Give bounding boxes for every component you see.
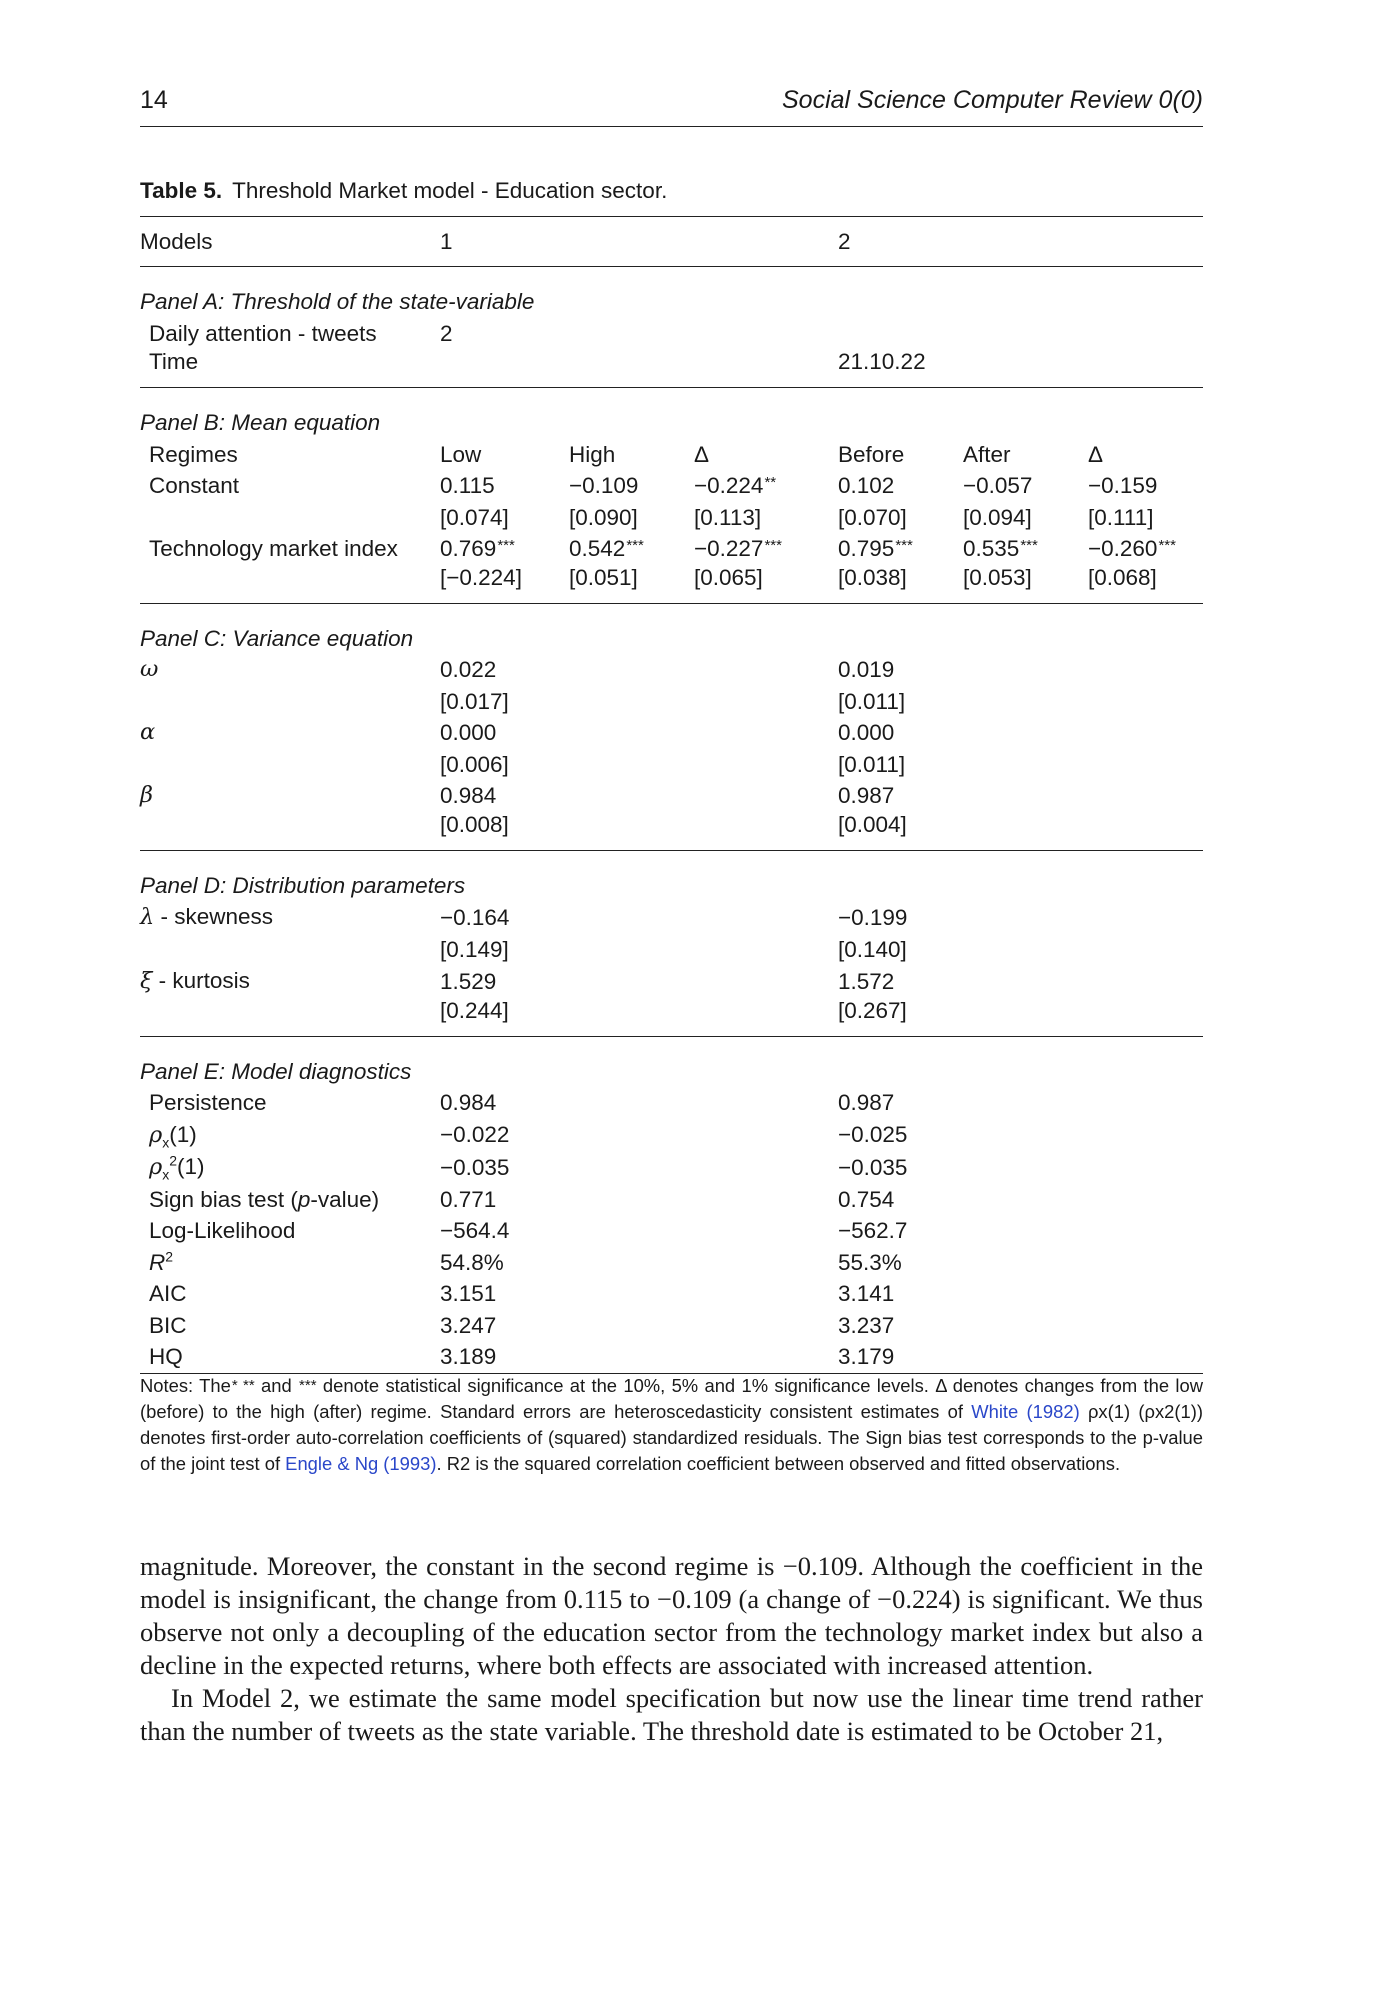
row-label: Daily attention - tweets <box>149 320 377 346</box>
panel-b-title: Panel B: Mean equation <box>140 410 381 435</box>
table-row <box>140 1119 1203 1152</box>
cell: [0.038] <box>838 565 963 604</box>
cell: [0.149] <box>440 936 509 962</box>
cell: [0.011] <box>838 751 906 777</box>
row-label-skewness: λ - skewness <box>140 904 274 930</box>
cell: −0.159 <box>1088 473 1158 498</box>
cell: Δ <box>694 441 710 467</box>
cell: Low <box>440 441 482 467</box>
cell: 1.572 <box>838 968 895 994</box>
cell: [−0.224] <box>440 565 569 604</box>
row-label-sign-bias: Sign bias test (p-value) <box>149 1186 380 1212</box>
panel-e-title: Panel E: Model diagnostics <box>140 1058 412 1084</box>
cell: [0.006] <box>440 751 509 777</box>
table-5 <box>140 178 1203 1374</box>
running-head <box>140 86 1203 126</box>
cell: 0.984 <box>440 1090 497 1115</box>
cell: −0.025 <box>838 1122 908 1147</box>
cell: Δ <box>1088 441 1104 467</box>
cell: [0.094] <box>963 504 1032 530</box>
panel-e-title-row <box>140 1056 1203 1088</box>
table-row-se <box>140 502 1203 534</box>
cell: 1.529 <box>440 968 497 994</box>
row-label: BIC <box>149 1312 187 1338</box>
cell: 55.3% <box>838 1249 902 1275</box>
cell: 3.179 <box>838 1341 963 1373</box>
cell: After <box>963 441 1011 467</box>
cell: −0.035 <box>838 1154 908 1180</box>
row-label-kurtosis: ξ - kurtosis <box>140 968 250 994</box>
cell: −0.224** <box>694 473 777 498</box>
cell: −0.035 <box>440 1154 510 1180</box>
table-row-se <box>140 934 1203 966</box>
table-row-se <box>140 998 1203 1037</box>
table-row <box>140 717 1203 749</box>
cell: 0.022 <box>440 657 497 682</box>
table-row <box>140 780 1203 812</box>
row-label-rho-squared: $\rho_x^2(1)$ <box>149 1152 205 1183</box>
row-label-rho: $\rho_x(1)$ <box>149 1121 197 1150</box>
cell: [0.070] <box>838 504 907 530</box>
citation-link-white[interactable]: White (1982) <box>971 1401 1080 1422</box>
cell: High <box>569 441 616 467</box>
cell: [0.011] <box>838 688 906 714</box>
cell: 3.189 <box>440 1341 569 1373</box>
cell: 0.535*** <box>963 536 1038 561</box>
cell: 0.102 <box>838 473 895 498</box>
cell: [0.051] <box>569 565 694 604</box>
panel-a-title-row <box>140 286 1203 318</box>
table-row-se <box>140 686 1203 718</box>
header-model-1: 1 <box>440 217 569 267</box>
panel-d-title-row <box>140 870 1203 902</box>
journal-name: Social Science Computer Review 0(0) <box>781 86 1203 114</box>
cell: [0.140] <box>838 936 907 962</box>
cell: [0.244] <box>440 998 569 1037</box>
cell: [0.267] <box>838 998 963 1037</box>
panel-a-title: Panel A: Threshold of the state-variable <box>140 289 535 314</box>
page-number: 14 <box>140 86 168 114</box>
table-row-se <box>140 565 1203 604</box>
table-row <box>140 1278 1203 1310</box>
table-row <box>140 1215 1203 1247</box>
table-row <box>140 1087 1203 1119</box>
row-label: Persistence <box>149 1090 267 1115</box>
row-label: Constant <box>149 473 240 498</box>
citation-link-engle-ng[interactable]: Engle & Ng (1993) <box>285 1453 437 1474</box>
table-row <box>140 533 1203 565</box>
table-row <box>140 470 1203 502</box>
cell: [0.090] <box>569 504 638 530</box>
panel-c-title: Panel C: Variance equation <box>140 625 414 651</box>
row-label-alpha: α <box>140 719 156 745</box>
row-label-beta: β <box>140 782 154 808</box>
cell: −562.7 <box>838 1218 908 1243</box>
row-label: HQ <box>140 1341 440 1373</box>
cell: −0.164 <box>440 904 510 930</box>
cell: [0.008] <box>440 812 569 851</box>
cell: 0.769*** <box>440 536 515 561</box>
cell: [0.017] <box>440 688 509 714</box>
cell: 0.984 <box>440 783 497 808</box>
row-label: Log-Likelihood <box>149 1218 296 1243</box>
cell: [0.053] <box>963 565 1088 604</box>
cell: 3.141 <box>838 1281 895 1306</box>
cell: 21.10.22 <box>838 349 963 388</box>
cell: [0.065] <box>694 565 838 604</box>
cell: 0.000 <box>838 720 895 745</box>
table-row <box>140 349 1203 388</box>
table-row <box>140 654 1203 686</box>
cell: Before <box>838 441 905 467</box>
cell: −0.199 <box>838 904 908 930</box>
table-header-row <box>140 217 1203 267</box>
row-label: AIC <box>149 1281 187 1306</box>
table-title: Threshold Market model - Education sector. <box>232 178 668 203</box>
row-label: Regimes <box>149 441 238 467</box>
table-row <box>140 965 1203 998</box>
table-label: Table 5. <box>140 178 223 203</box>
cell: [0.113] <box>694 504 762 530</box>
cell: 3.237 <box>838 1312 895 1338</box>
cell: 0.754 <box>838 1186 895 1212</box>
cell: [0.004] <box>838 812 963 851</box>
row-label-r-squared: $R^2$ <box>149 1248 174 1275</box>
table-caption <box>140 178 1203 204</box>
cell: 0.987 <box>838 1090 895 1115</box>
cell: 3.151 <box>440 1281 497 1306</box>
cell: −0.109 <box>569 473 639 498</box>
cell: 0.771 <box>440 1186 497 1212</box>
body-text <box>140 1550 1203 1748</box>
panel-d-title: Panel D: Distribution parameters <box>140 872 466 898</box>
cell: [0.068] <box>1088 565 1203 604</box>
cell: 0.115 <box>440 473 495 498</box>
paragraph: In Model 2, we estimate the same model specification but now use the linear time trend rather than the number of tweets as the state variable. The threshold date is estimated to be October 21, <box>140 1683 1203 1746</box>
panel-b-title-row <box>140 407 1203 439</box>
cell: −0.057 <box>963 473 1033 498</box>
cell: 0.987 <box>838 783 895 808</box>
table-row <box>140 1151 1203 1184</box>
cell: −0.260*** <box>1088 536 1176 561</box>
cell: [0.074] <box>440 504 509 530</box>
row-label-omega: ω <box>140 656 159 682</box>
header-rule <box>140 126 1203 127</box>
table-row-se <box>140 812 1203 851</box>
results-table <box>140 216 1203 1374</box>
table-row <box>140 901 1203 934</box>
cell: −0.022 <box>440 1122 510 1147</box>
cell: 0.019 <box>838 657 895 682</box>
notes-text: Notes: The* ** and *** denote statistical significance at the 10%, 5% and 1% significance levels. Δ denotes changes from the low (before) to the high (after) regime. Standard errors are heteroscedasticity consistent estimates of White (1982) ρx(1) (ρx2(1)) denotes first-order auto-correlation coefficients of (squared) standardized residuals. The Sign bias test corresponds to the p-value of the joint test of Engle & Ng (1993). R2 is the squared correlation coefficient between observed and fitted observations. <box>140 1375 1203 1474</box>
row-label: Technology market index <box>149 536 398 561</box>
cell: 0.000 <box>440 720 497 745</box>
table-row <box>140 1247 1203 1279</box>
paragraph: magnitude. Moreover, the constant in the second regime is −0.109. Although the coefficient in the model is insignificant, the change from 0.115 to −0.109 (a change of −0.224) is significant. We thus observe not only a decoupling of the education sector from the technology market index but also a decline in the expected returns, where both effects are associated with increased attention. <box>140 1551 1203 1680</box>
cell: 54.8% <box>440 1249 504 1275</box>
panel-c-title-row <box>140 623 1203 655</box>
cell: [0.111] <box>1088 504 1154 530</box>
table-notes <box>140 1373 1203 1477</box>
table-row-se <box>140 749 1203 781</box>
table-row <box>140 1310 1203 1342</box>
table-row <box>140 1341 1203 1373</box>
cell: 3.247 <box>440 1312 497 1338</box>
cell: −0.227*** <box>694 536 782 561</box>
header-model-2: 2 <box>838 217 963 267</box>
header-models: Models <box>140 217 440 267</box>
table-row <box>140 439 1203 471</box>
row-label: Time <box>140 349 440 388</box>
cell: 0.795*** <box>838 536 913 561</box>
table-row <box>140 1184 1203 1216</box>
table-row <box>140 318 1203 350</box>
cell: −564.4 <box>440 1218 510 1243</box>
cell: 2 <box>440 320 453 346</box>
cell: 0.542*** <box>569 536 644 561</box>
